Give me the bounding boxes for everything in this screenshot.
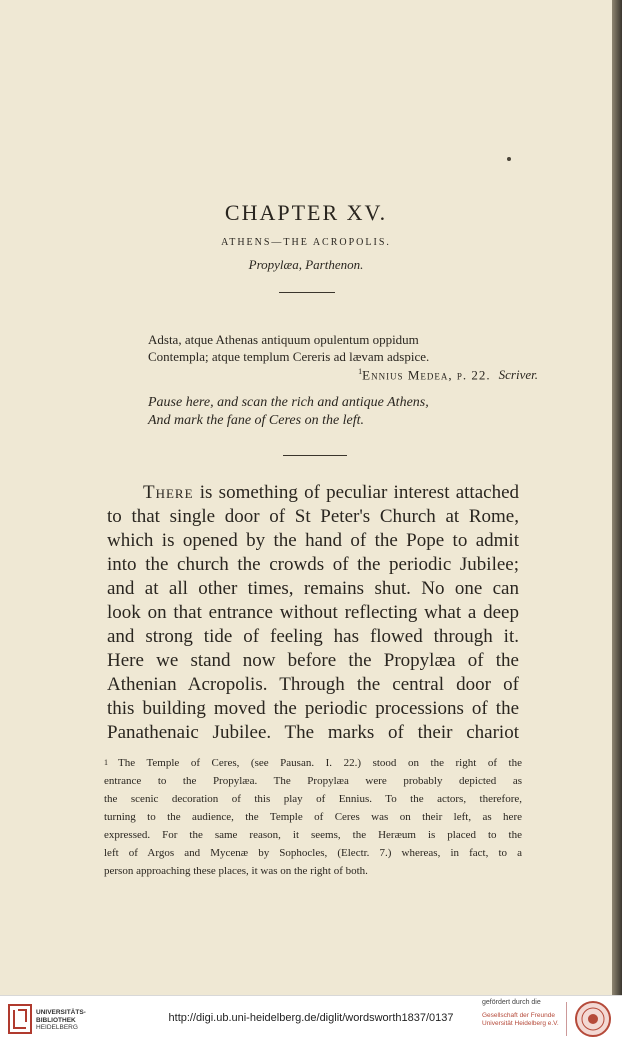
epigraph-attribution [358, 367, 538, 383]
footnote-line: the scenic decoration of this play of Ennius. To the actors, therefore, [104, 793, 522, 805]
funded-by-label: gefördert durch die [482, 999, 541, 1006]
body-line: and strong tide of feeling has flowed through it. [107, 626, 519, 647]
epigraph-english-line: And mark the fane of Ceres on the left. [148, 413, 365, 428]
page-edge-shadow [612, 0, 622, 995]
society-name[interactable] [482, 1012, 559, 1028]
body-line-first [143, 481, 519, 505]
footnote-line: expressed. For the same reason, it seems, the Heræum is placed to the [104, 829, 522, 841]
permalink-url[interactable]: http://digi.ub.uni-heidelberg.de/diglit/wordsworth1837/0137 [168, 1012, 454, 1024]
epigraph-english-line: Pause here, and scan the rich and antique Athens, [148, 395, 429, 410]
library-name-line: UNIVERSITÄTS- [36, 1009, 86, 1016]
body-first-line-rest: is something of peculiar interest attached [193, 482, 519, 503]
footnote-line: left of Argos and Mycenæ by Sophocles, (Electr. 7.) whereas, in fact, to a [104, 847, 522, 859]
body-line: into the church the crowds of the periodic Jubilee; [107, 554, 519, 575]
chapter-subtitle-italic: Propylæa, Parthenon. [248, 257, 364, 272]
footnote-mark-number: 1 [104, 758, 108, 767]
footnote-line: The Temple of Ceres, (see Pausan. I. 22.) stood on the right of the [118, 757, 522, 769]
body-line: to that single door of St Peter's Church at Rome, [107, 506, 519, 527]
society-seal-icon[interactable] [574, 1000, 612, 1038]
ink-speck [507, 157, 511, 161]
body-line: Athenian Acropolis. Through the central door of [107, 674, 519, 695]
viewer-footer [0, 995, 622, 1042]
body-line: and at all other times, remains shut. No one can [107, 578, 519, 599]
body-line: Here we stand now before the Propylæa of the [107, 650, 519, 671]
footnote-line: person approaching these places, it was on the right of both. [104, 865, 368, 877]
society-name-line: Universität Heidelberg e.V. [482, 1020, 559, 1027]
body-line: this building moved the periodic processions of the [107, 698, 519, 719]
chapter-title: CHAPTER XV. [224, 200, 388, 225]
library-name-line: BIBLIOTHEK [36, 1016, 76, 1024]
chapter-subtitle: ATHENS—THE ACROPOLIS. [221, 237, 391, 248]
body-line: look on that entrance without reflecting what a deep [107, 602, 519, 623]
body-line: Panathenaic Jubilee. The marks of their chariot [107, 722, 519, 743]
epigraph-latin-line: Contempla; atque templum Cereris ad lævam adspice. [148, 349, 430, 364]
epigraph-latin-line: Adsta, atque Athenas antiquum opulentum oppidum [148, 332, 419, 347]
separator-rule-top [279, 292, 335, 293]
society-name-line: Gesellschaft der Freunde [482, 1012, 555, 1019]
footnote-line: entrance to the Propylæa. The Propylæa were probably depicted as [104, 775, 522, 787]
footnote-line: turning to the audience, the Temple of Ceres was on their left, as here [104, 811, 522, 823]
attribution-note-mark: 1 [358, 367, 363, 376]
attribution-editor: Scriver. [498, 367, 538, 383]
body-first-word: There [143, 482, 194, 503]
footer-divider [566, 1002, 567, 1036]
body-line: which is opened by the hand of the Pope to admit [107, 530, 519, 551]
attribution-author: Ennius Medea, p. 22. [362, 367, 491, 383]
library-name-line: HEIDELBERG [36, 1024, 78, 1031]
footnote-mark [104, 754, 116, 772]
separator-rule-bottom [283, 455, 347, 456]
